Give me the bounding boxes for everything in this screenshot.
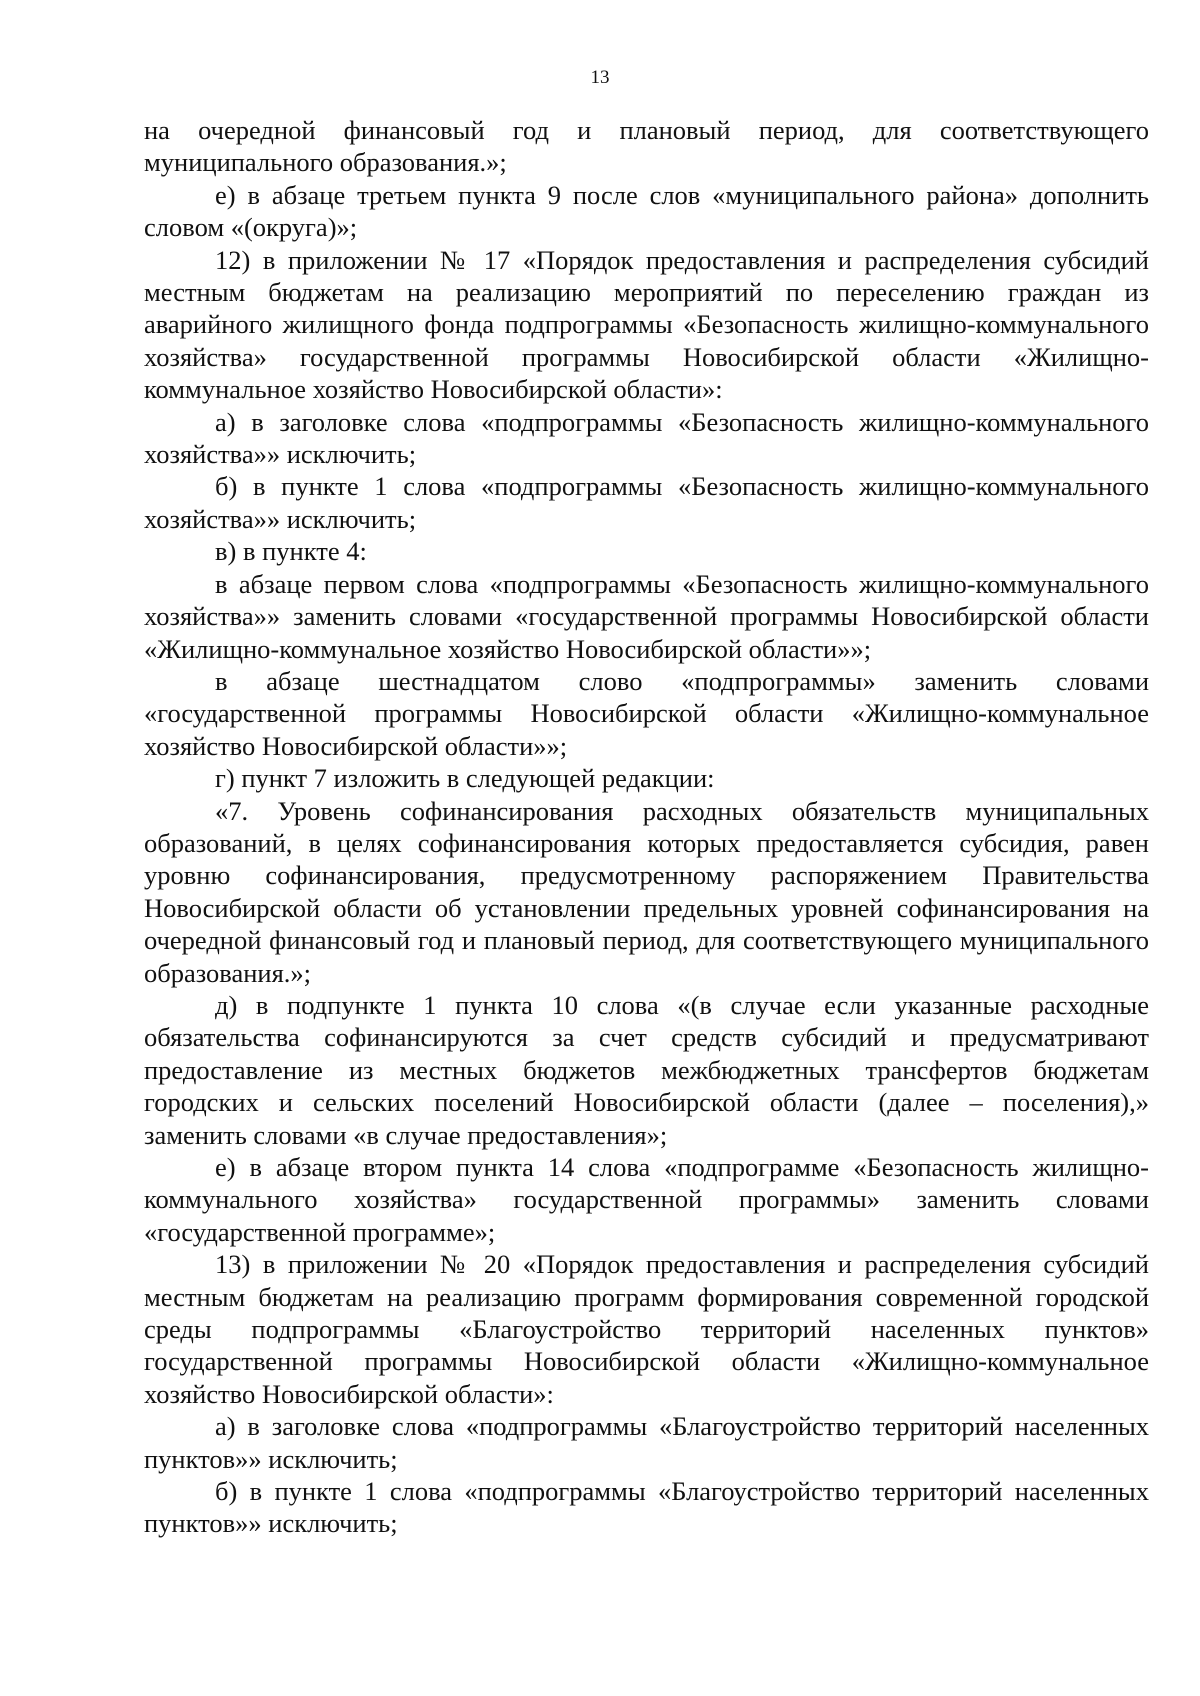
paragraph-item-b-point-1: б) в пункте 1 слова «подпрограммы «Безопасность жилищно-коммунального хозяйства»» исключить; [144,471,1149,534]
page-number: 13 [590,67,610,88]
paragraph-abzac-first: в абзаце первом слова «подпрограммы «Безопасность жилищно-коммунального хозяйства»» заменить словами «государственной программы Новосибирской области «Жилищно-коммунальное хозяйство Новосибирской области»»; [144,568,1149,664]
document-body [144,114,1149,1540]
paragraph-item-a-title: а) в заголовке слова «подпрограммы «Безопасность жилищно-коммунального хозяйства»» исключить; [144,406,1149,470]
paragraph-item-e-point-14: е) в абзаце втором пункта 14 слова «подпрограмме «Безопасность жилищно-коммунального хозяйства» государственной программы» заменить словами «государственной программе»; [144,1152,1149,1247]
paragraph-continuation: на очередной финансовый год и плановый период, для соответствующего муниципального образования.»; [144,115,1149,178]
paragraph-item-a-title-20: а) в заголовке слова «подпрограммы «Благоустройство территорий населенных пунктов»» исключить; [144,1411,1149,1474]
paragraph-item-e-point-9: е) в абзаце третьем пункта 9 после слов «муниципального района» дополнить словом «(округа)»; [144,179,1149,243]
paragraph-item-b-point-1-20: б) в пункте 1 слова «подпрограммы «Благоустройство территорий населенных пунктов»» исключить; [144,1476,1149,1539]
paragraph-item-v-point-4: в) в пункте 4: [215,536,367,567]
paragraph-new-point-7: «7. Уровень софинансирования расходных обязательств муниципальных образований, в целях софинансирования которых предоставляется субсидия, равен уровню софинансирования, предусмотренному распоряжением Правительства Новосибирской области об установлении предельных уровней софинансирования на очередной финансовый год и плановый период, для соответствующего муниципального образования.»; [144,795,1149,988]
paragraph-item-d-point-10: д) в подпункте 1 пункта 10 слова «(в случае если указанные расходные обязательства софинансируются за счет средств субсидий и предусматривают предоставление из местных бюджетов межбюджетных трансфертов бюджетам городских и сельских поселений Новосибирской области (далее – поселения),» заменить словами «в случае предоставления»; [144,989,1149,1150]
paragraph-item-12-appendix-17: 12) в приложении № 17 «Порядок предоставления и распределения субсидий местным бюджетам на реализацию мероприятий по переселению граждан из аварийного жилищного фонда подпрограммы «Безопасность жилищно-коммунального хозяйства» государственной программы Новосибирской области «Жилищно-коммунальное хозяйство Новосибирской области»: [144,244,1149,405]
paragraph-item-13-appendix-20: 13) в приложении № 20 «Порядок предоставления и распределения субсидий местным бюджетам на реализацию программ формирования современной городской среды подпрограммы «Благоустройство территорий населенных пунктов» государственной программы Новосибирской области «Жилищно-коммунальное хозяйство Новосибирской области»: [144,1249,1149,1409]
paragraph-abzac-sixteenth: в абзаце шестнадцатом слово «подпрограммы» заменить словами «государственной программы Новосибирской области «Жилищно-коммунальное хозяйство Новосибирской области»»; [144,665,1149,761]
paragraph-item-g-point-7: г) пункт 7 изложить в следующей редакции: [215,763,715,794]
